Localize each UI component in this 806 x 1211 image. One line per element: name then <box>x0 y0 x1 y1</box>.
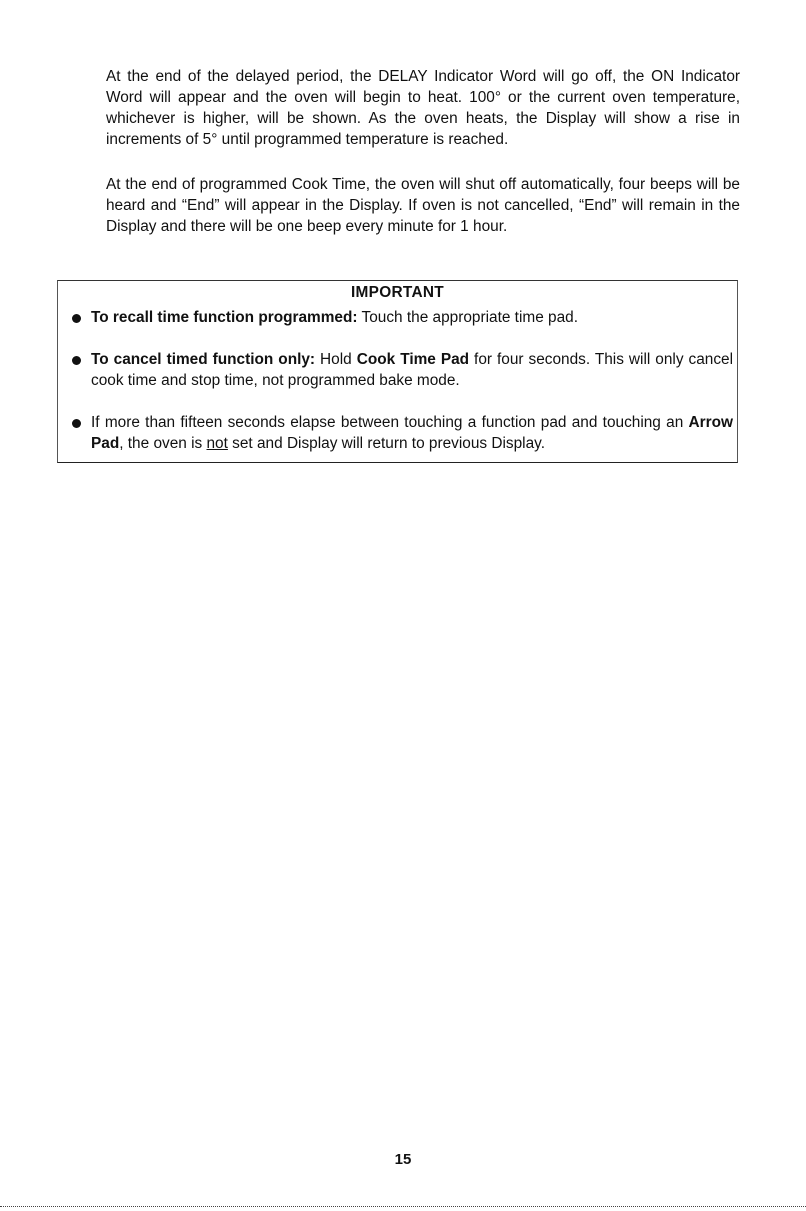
bullet-text <box>91 412 733 454</box>
bullet-dot-icon <box>72 419 81 428</box>
bullet-bold: Arrow Pad <box>91 414 733 452</box>
bullet-body: Touch the appropriate time pad. <box>357 309 578 326</box>
important-title: IMPORTANT <box>350 284 445 301</box>
bullet-lead: To cancel timed function only: <box>91 351 316 368</box>
bullet-body: , the oven is <box>119 435 207 452</box>
paragraph-delay-end: At the end of the delayed period, the DELAY Indicator Word will go off, the ON Indicator Word will appear and the oven will begin to heat. 100° or the current oven temperature, whichever is higher, will be shown. As the oven heats, the Display will show a rise in increments of 5° until programmed temperature is reached. <box>106 68 740 148</box>
bullet-dot-icon <box>72 314 81 323</box>
bullet-underline: not <box>206 435 228 452</box>
page-number: 15 <box>394 1151 412 1168</box>
bullet-dot-icon <box>72 356 81 365</box>
bullet-body: Hold <box>315 351 357 368</box>
bullet-text <box>91 349 733 391</box>
bottom-rule <box>0 1206 806 1207</box>
bullet-bold: Cook Time Pad <box>356 351 470 368</box>
bullet-lead: To recall time function programmed: <box>91 309 358 326</box>
bullet-body: for four seconds. This will only cancel cook time and stop time, not programmed bake mode. <box>91 351 733 389</box>
paragraph-cook-time-end: At the end of programmed Cook Time, the oven will shut off automatically, four beeps will be heard and “End” will appear in the Display. If oven is not cancelled, “End” will remain in the Display and there will be one beep every minute for 1 hour. <box>106 176 740 235</box>
bullet-text <box>91 307 733 328</box>
important-notice-box <box>57 280 738 463</box>
bullet-body: If more than fifteen seconds elapse between touching a function pad and touching an <box>91 414 689 431</box>
bullet-body: set and Display will return to previous Display. <box>227 435 545 452</box>
